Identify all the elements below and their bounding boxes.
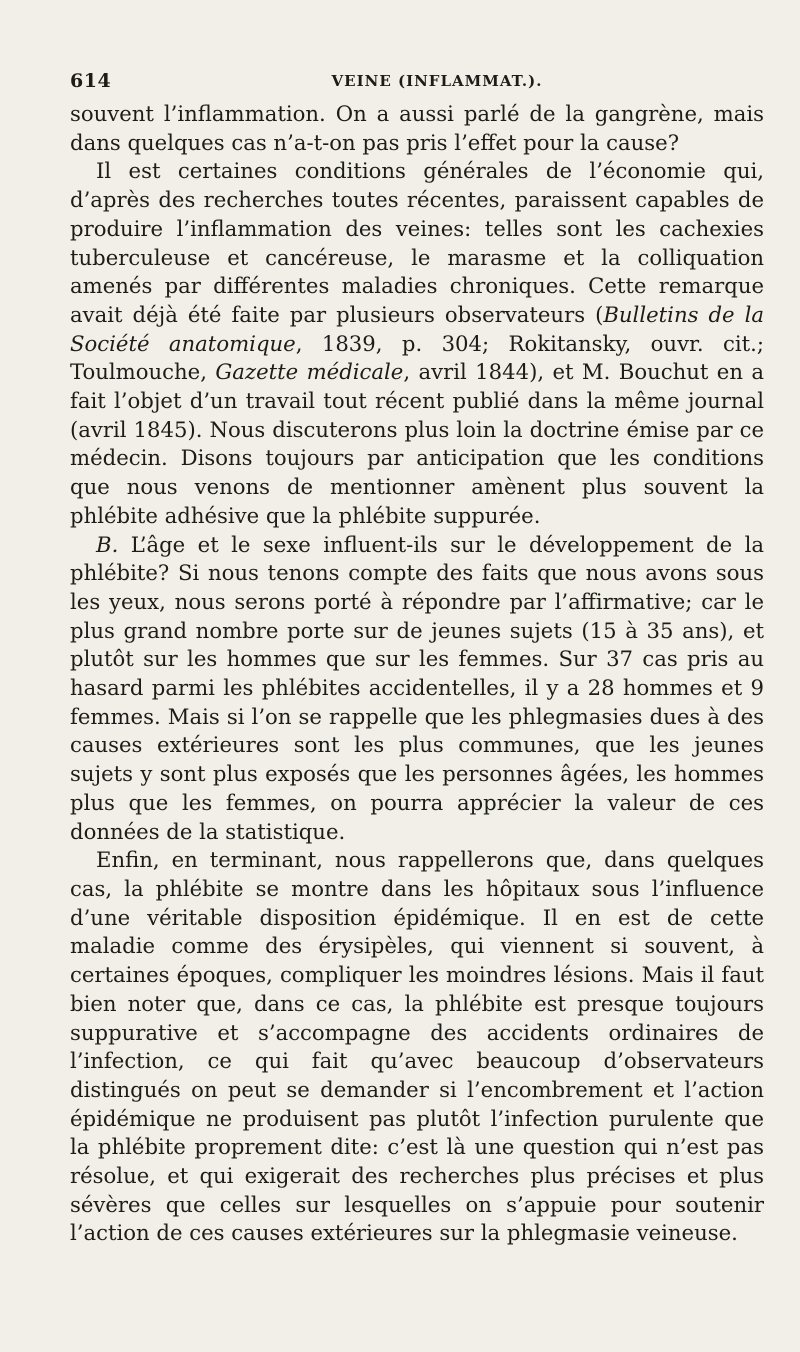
citation-bulletins: Bulletins de la Société anatomique bbox=[70, 301, 764, 356]
citation-gazette: Gazette médicale bbox=[215, 359, 404, 385]
paragraph-continuation: souvent l’inflammation. On a aussi parlé de la gangrène, mais dans quelques cas n’a-t-on pas pris l’effet pour la cause? bbox=[70, 101, 764, 155]
paragraph-text: , avril 1844), et M. Bouchut en a fait l’objet d’un travail tout récent publié dans la même journal (avril 1845). Nous discuterons plus loin la doctrine émise par ce médecin. Disons toujours par anticipation que les conditions que nous venons de mentionner amènent plus souvent la phlébite adhésive que la phlébite suppurée. bbox=[70, 359, 765, 528]
running-head: VEINE (INFLAMMAT.). bbox=[331, 72, 543, 90]
page-number: 614 bbox=[70, 70, 112, 92]
paragraph-text: , 1839, p. 304; Rokitansky, ouvr. cit.; Toulmouche, bbox=[70, 330, 764, 385]
paragraph-text: L’âge et le sexe influent-ils sur le développement de la phlébite? Si nous tenons compte des faits que nous avons sous les yeux, nous serons porté à répondre par l’affirmative; car le plus grand nombre porte sur de jeunes sujets (15 à 35 ans), et plutôt sur les hommes que sur les femmes. Sur 37 cas pris au hasard parmi les phlébites accidentelles, il y a 28 hommes et 9 femmes. Mais si l’on se rappelle que les phlegmasies dues à des causes extérieures sont les plus communes, que les jeunes sujets y sont plus exposés que les personnes âgées, les hommes plus que les femmes, on pourra apprécier la valeur de ces données de la statistique. bbox=[70, 531, 764, 844]
body-text bbox=[70, 100, 764, 1248]
section-label: B. bbox=[96, 531, 119, 557]
paragraph-text: Il est certaines conditions générales de l’économie qui, d’après des recherches toutes récentes, paraissent capables de produire l’inflammation des veines: telles sont les cachexies tuberculeuse et cancéreuse, le marasme et la colliquation amenés par différentes maladies chroniques. Cette remarque avait déjà été faite par plusieurs observateurs ( bbox=[70, 158, 764, 327]
page-header bbox=[70, 60, 764, 100]
paragraph-epidemic: Enfin, en terminant, nous rappellerons que, dans quelques cas, la phlébite se montre dans les hôpitaux sous l’influence d’une véritable disposition épidémique. Il en est de cette maladie comme des érysipèles, qui viennent si souvent, à certaines époques, compliquer les moindres lésions. Mais il faut bien noter que, dans ce cas, la phlébite est presque toujours suppurative et s’accompagne des accidents ordinaires de l’infection, ce qui fait qu’avec beaucoup d’observateurs distingués on peut se demander si l’encombrement et l’action épidémique ne produisent pas plutôt l’infection purulente que la phlébite proprement dite: c’est là une question qui n’est pas résolue, et qui exigerait des recherches plus précises et plus sévères que celles sur lesquelles on s’appuie pour soutenir l’action de ces causes extérieures sur la phlegmasie veineuse. bbox=[70, 847, 764, 1246]
paragraph-conditions bbox=[70, 157, 764, 530]
paragraph-age-sex bbox=[70, 531, 764, 847]
